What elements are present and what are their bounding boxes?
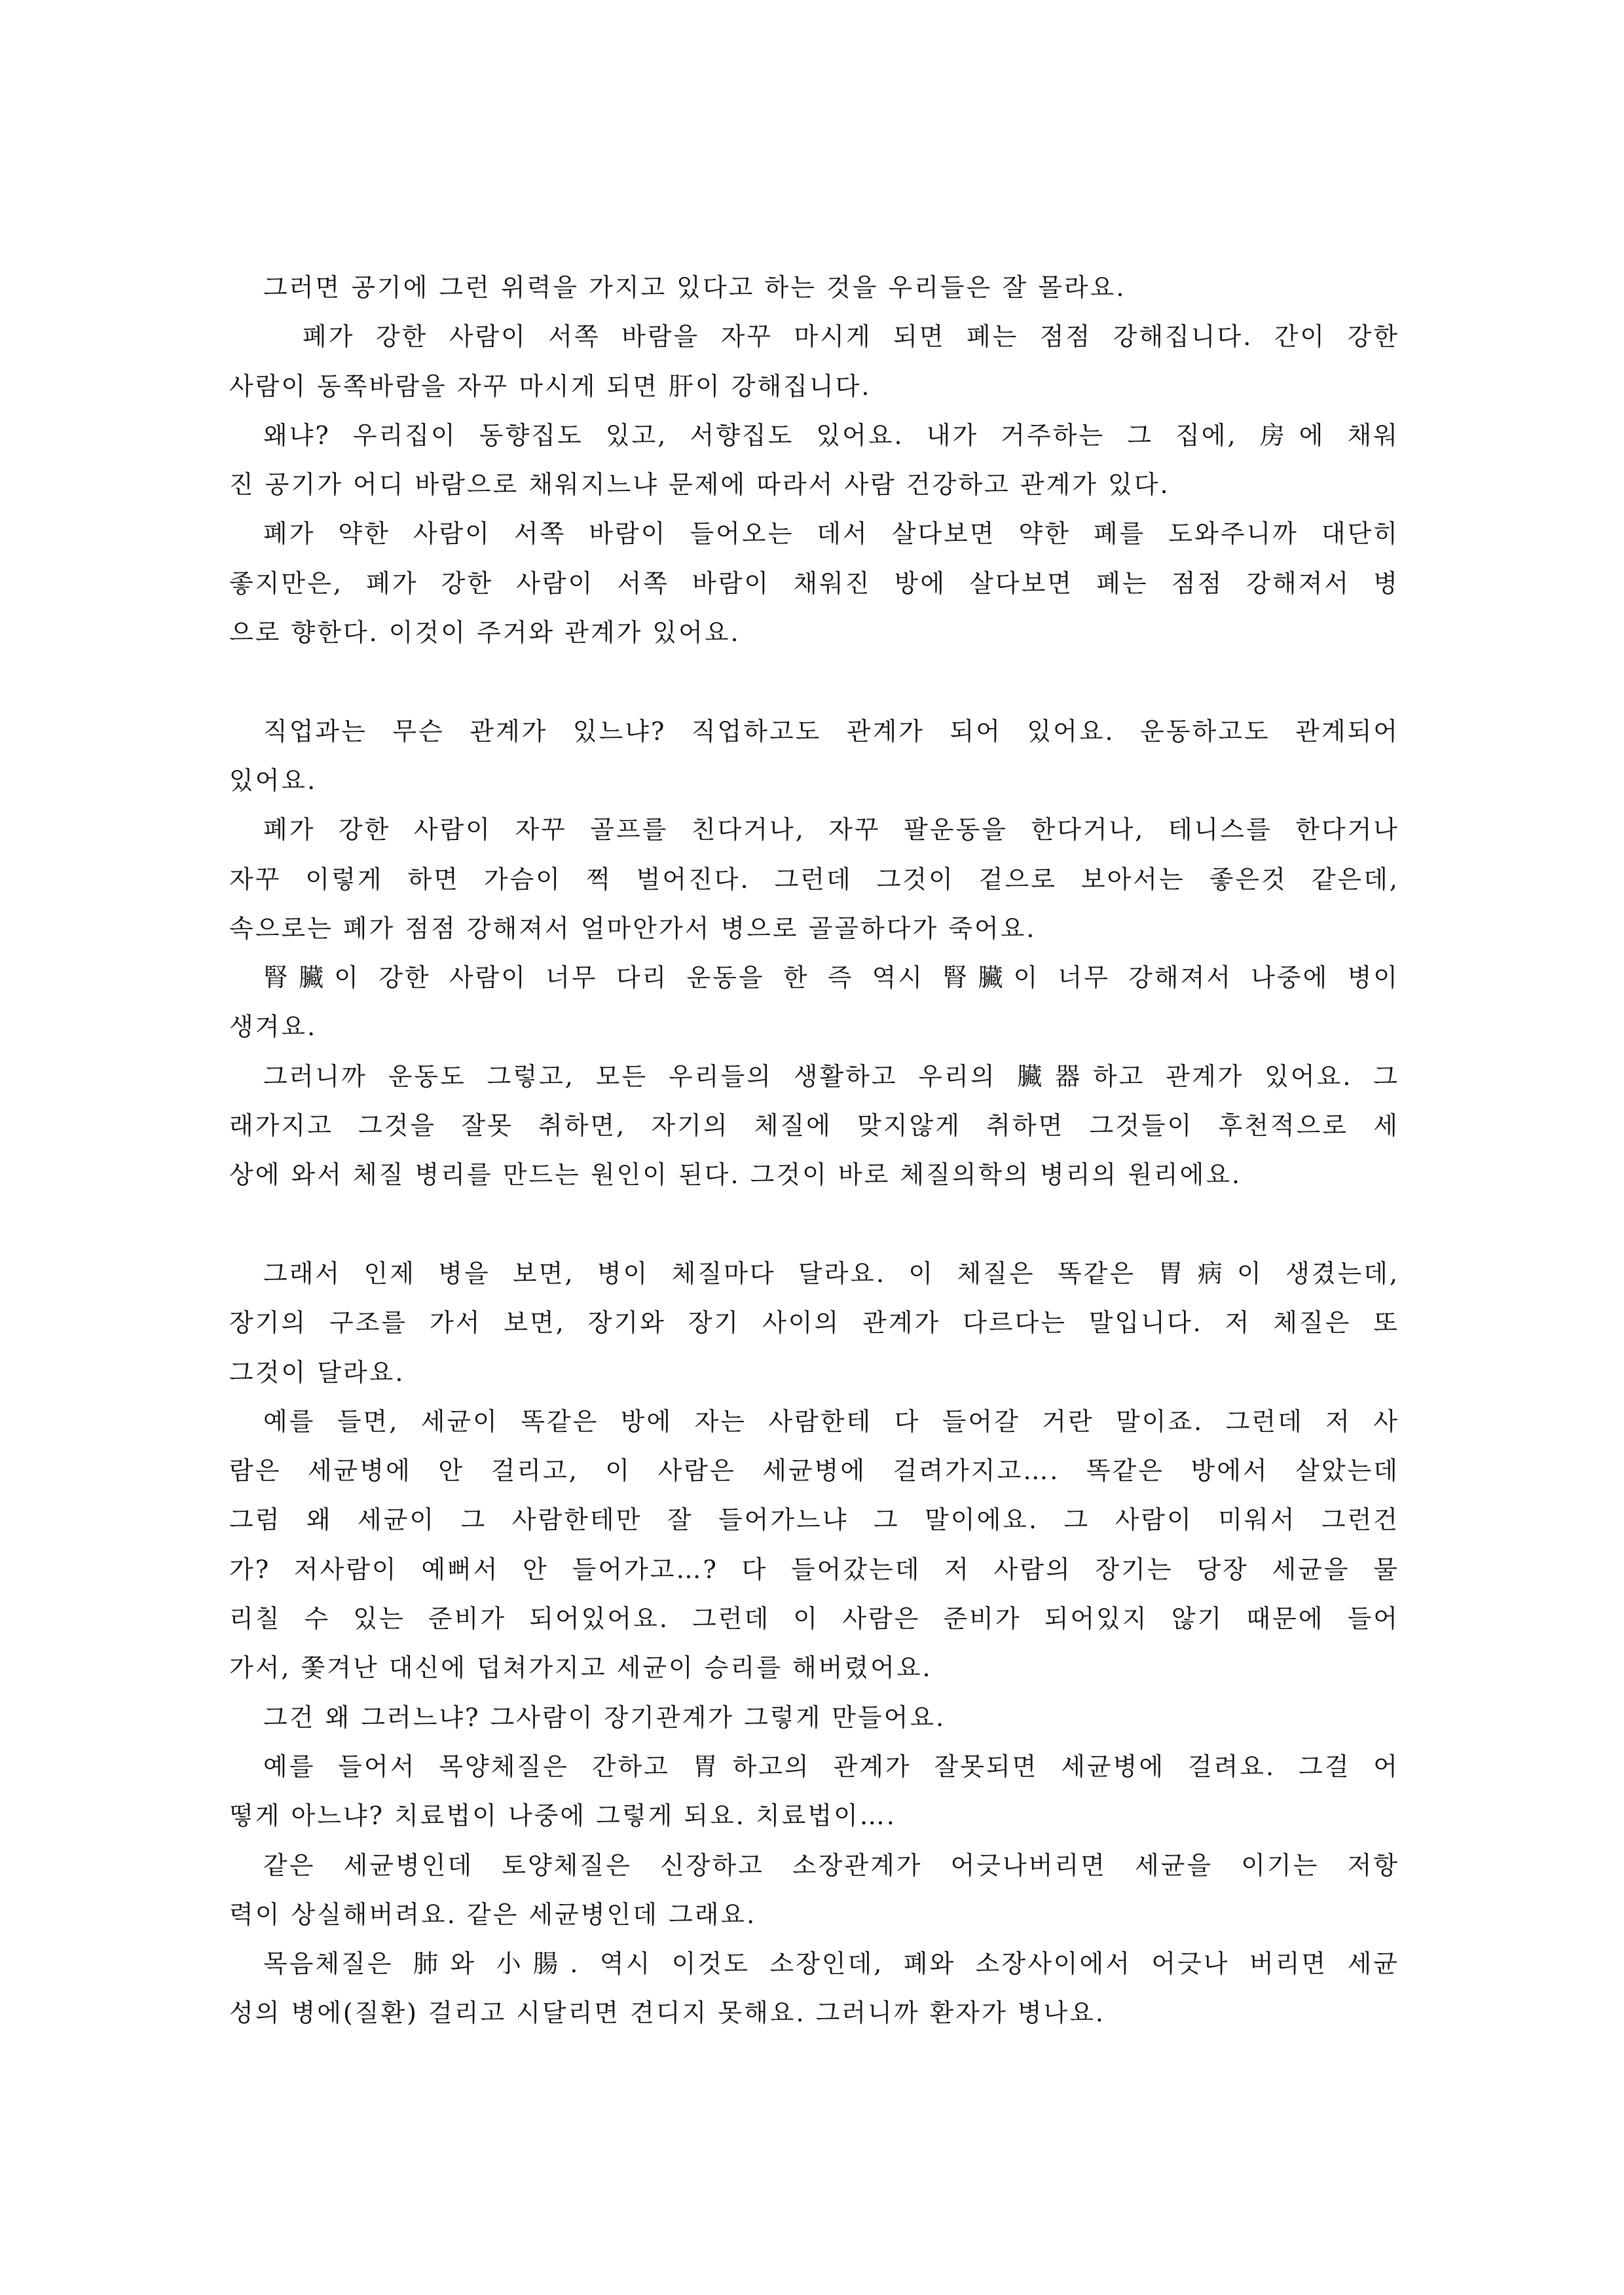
text-line: 왜냐? 우리집이 동향집도 있고, 서향집도 있어요. 내가 거주하는 그 집에, 房에 채워 [263, 420, 1399, 450]
text-line: 장기의 구조를 가서 보면, 장기와 장기 사이의 관계가 다르다는 말입니다. 저 체질은 또 [229, 1308, 1399, 1338]
text-line: 래가지고 그것을 잘못 취하면, 자기의 체질에 맞지않게 취하면 그것들이 후천적으로 세 [229, 1111, 1399, 1141]
text-line: 폐가 강한 사람이 서쪽 바람을 자꾸 마시게 되면 폐는 점점 강해집니다. 간이 강한 [303, 322, 1399, 352]
paragraph [229, 509, 1399, 657]
text-line: 가? 저사람이 예뻐서 안 들어가고…? 다 들어갔는데 저 사람의 장기는 당장 세균을 물 [229, 1554, 1399, 1584]
text-line: 예를 들어서 목양체질은 간하고 胃하고의 관계가 잘못되면 세균병에 걸려요. 그걸 어 [263, 1752, 1399, 1781]
paragraph-gap [229, 657, 1399, 707]
paragraph [229, 1841, 1399, 1940]
text-line: 腎臟이 강한 사람이 너무 다리 운동을 한 즉 역시 腎臟이 너무 강해져서 나중에 병이 [263, 963, 1399, 993]
paragraph [229, 312, 1399, 411]
text-line: 같은 세균병인데 토양체질은 신장하고 소장관계가 어긋나버리면 세균을 이기는 저항 [263, 1850, 1399, 1880]
text-line: 폐가 강한 사람이 자꾸 골프를 친다거나, 자꾸 팔운동을 한다거나, 테니스를 한다거나 [263, 815, 1399, 845]
text-line: 람은 세균병에 안 걸리고, 이 사람은 세균병에 걸려가지고…. 똑같은 방에서 살았는데 [229, 1456, 1399, 1486]
text-line: 사람이 동쪽바람을 자꾸 마시게 되면 肝이 강해집니다. [229, 371, 872, 401]
text-line: 성의 병에(질환) 걸리고 시달리면 견디지 못해요. 그러니까 환자가 병나요. [229, 1998, 1105, 2028]
text-line: 그건 왜 그러느냐? 그사람이 장기관계가 그렇게 만들어요. [263, 1702, 946, 1732]
paragraph [229, 1939, 1399, 2038]
paragraph [229, 1397, 1399, 1693]
paragraph [229, 953, 1399, 1052]
text-line: 가서, 쫓겨난 대신에 덥쳐가지고 세균이 승리를 해버렸어요. [229, 1653, 932, 1683]
text-line: 목음체질은 肺와 小腸. 역시 이것도 소장인데, 폐와 소장사이에서 어긋나 버리면 세균 [263, 1949, 1399, 1979]
text-line: 상에 와서 체질 병리를 만드는 원인이 된다. 그것이 바로 체질의학의 병리의 원리에요. [229, 1160, 1242, 1190]
text-line: 리칠 수 있는 준비가 되어있어요. 그런데 이 사람은 준비가 되어있지 않기 때문에 들어 [229, 1604, 1399, 1634]
text-line: 그러니까 운동도 그렇고, 모든 우리들의 생활하고 우리의 臟器하고 관계가 있어요. 그 [263, 1061, 1399, 1091]
text-line: 그럼 왜 세균이 그 사람한테만 잘 들어가느냐 그 말이에요. 그 사람이 미워서 그런건 [229, 1505, 1399, 1535]
text-line: 폐가 약한 사람이 서쪽 바람이 들어오는 데서 살다보면 약한 폐를 도와주니까 대단히 [263, 519, 1399, 549]
text-line: 속으로는 폐가 점점 강해져서 얼마안가서 병으로 골골하다가 죽어요. [229, 913, 1037, 943]
text-line: 으로 향한다. 이것이 주거와 관계가 있어요. [229, 618, 741, 648]
text-line: 좋지만은, 폐가 강한 사람이 서쪽 바람이 채워진 방에 살다보면 폐는 점점 강해져서 병 [229, 568, 1399, 598]
text-line: 그것이 달라요. [229, 1357, 405, 1387]
paragraph [229, 1693, 1399, 1742]
paragraph [229, 1742, 1399, 1841]
text-line: 생겨요. [229, 1012, 318, 1042]
paragraph [229, 411, 1399, 510]
document-body [229, 263, 1399, 2038]
paragraph [229, 805, 1399, 953]
text-line: 그러면 공기에 그런 위력을 가지고 있다고 하는 것을 우리들은 잘 몰라요. [263, 273, 1126, 302]
paragraph [229, 263, 1399, 312]
paragraph-gap [229, 1200, 1399, 1249]
text-line: 직업과는 무슨 관계가 있느냐? 직업하고도 관계가 되어 있어요. 운동하고도 관계되어 [263, 716, 1399, 746]
text-line: 자꾸 이렇게 하면 가슴이 쩍 벌어진다. 그런데 그것이 겉으로 보아서는 좋은것 같은데, [229, 864, 1399, 894]
paragraph [229, 1052, 1399, 1200]
text-line: 력이 상실해버려요. 같은 세균병인데 그래요. [229, 1900, 757, 1929]
text-line: 예를 들면, 세균이 똑같은 방에 자는 사람한테 다 들어갈 거란 말이죠. 그런데 저 사 [263, 1406, 1399, 1436]
text-line: 그래서 인제 병을 보면, 병이 체질마다 달라요. 이 체질은 똑같은 胃病이 생겼는데, [263, 1258, 1399, 1288]
text-line: 떻게 아느냐? 치료법이 나중에 그렇게 되요. 치료법이…. [229, 1801, 896, 1831]
paragraph [229, 1249, 1399, 1397]
text-line: 진 공기가 어디 바람으로 채워지느냐 문제에 따라서 사람 건강하고 관계가 있다. [229, 470, 1170, 500]
paragraph [229, 707, 1399, 806]
text-line: 있어요. [229, 765, 318, 795]
